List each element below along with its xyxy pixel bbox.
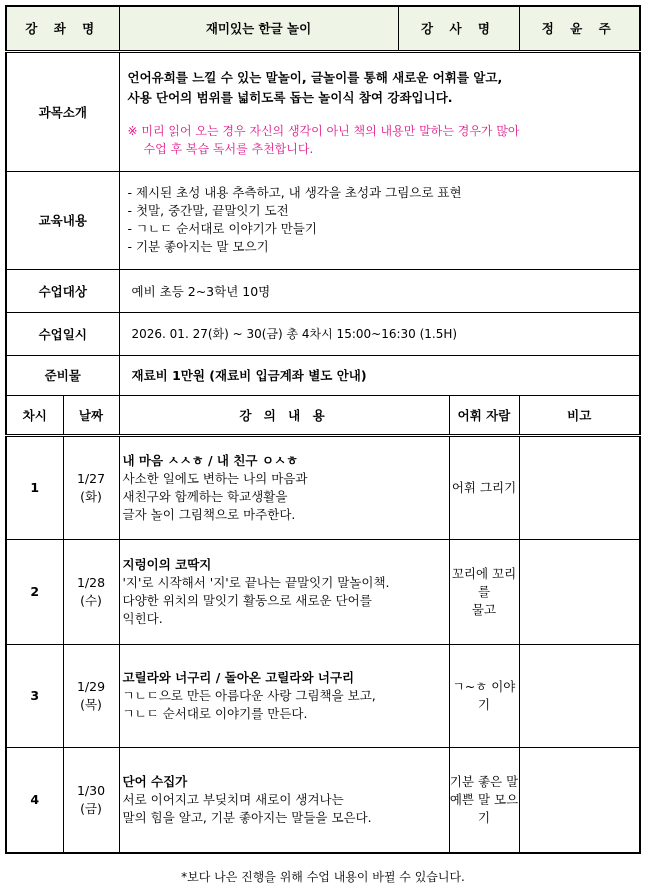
session-row xyxy=(6,435,640,539)
schedule-label: 수업일시 xyxy=(6,312,119,355)
session-vocab: ㄱ~ㅎ 이야기 xyxy=(449,644,519,747)
content-item: - 제시된 초성 내용 추측하고, 내 생각을 초성과 그림으로 표현 xyxy=(127,185,462,200)
session-number: 3 xyxy=(6,644,63,747)
session-content: 내 마음 ㅅㅅㅎ / 내 친구 ㅇㅅㅎ 사소한 일에도 변하는 나의 마음과 새친구와 함께하는 학교생활을 글자 놀이 그림책으로 마주한다. xyxy=(119,435,449,539)
teacher-name: 정 윤 주 xyxy=(519,6,640,51)
teacher-label: 강 사 명 xyxy=(398,6,519,51)
session-date: 1/30 (금) xyxy=(63,747,119,853)
session-date: 1/28 (수) xyxy=(63,539,119,644)
footer-note: *보다 나은 진행을 위해 수업 내용이 바뀔 수 있습니다. xyxy=(181,870,465,884)
session-date: 1/29 (목) xyxy=(63,644,119,747)
session-vocab: 어휘 그리기 xyxy=(449,435,519,539)
target-label: 수업대상 xyxy=(6,269,119,312)
intro-label: 과목소개 xyxy=(6,51,119,171)
column-date: 날짜 xyxy=(63,395,119,435)
session-content: 단어 수집가 서로 이어지고 부딪치며 새로이 생겨나는 말의 힘을 알고, 기분 좋아지는 말들을 모은다. xyxy=(119,747,449,853)
course-name-label: 강 좌 명 xyxy=(6,6,119,51)
course-table xyxy=(5,5,641,854)
supplies-label: 준비물 xyxy=(6,355,119,395)
session-number: 4 xyxy=(6,747,63,853)
session-row xyxy=(6,539,640,644)
course-name: 재미있는 한글 놀이 xyxy=(119,6,398,51)
supplies-value: 재료비 1만원 (재료비 입금계좌 별도 안내) xyxy=(119,355,640,395)
content-item: - 기분 좋아지는 말 모으기 xyxy=(127,239,269,254)
session-title: 단어 수집가 xyxy=(122,773,188,789)
intro-line-2: 사용 단어의 범위를 넓히도록 돕는 놀이식 참여 강좌입니다. xyxy=(127,89,453,105)
column-session: 차시 xyxy=(6,395,63,435)
session-content: 고릴라와 너구리 / 돌아온 고릴라와 너구리 ㄱㄴㄷ으로 만든 아름다운 사랑 그림책을 보고, ㄱㄴㄷ 순서대로 이야기를 만든다. xyxy=(119,644,449,747)
session-title: 지렁이의 코딱지 xyxy=(122,556,212,572)
session-remarks xyxy=(519,747,640,853)
session-remarks xyxy=(519,644,640,747)
session-title: 고릴라와 너구리 / 돌아온 고릴라와 너구리 xyxy=(122,669,355,685)
target-value: 예비 초등 2~3학년 10명 xyxy=(119,269,640,312)
content-label: 교육내용 xyxy=(6,171,119,269)
content-item: - 첫말, 중간말, 끝말잇기 도전 xyxy=(127,203,289,218)
session-number: 1 xyxy=(6,435,63,539)
session-content: 지렁이의 코딱지 '지'로 시작해서 '지'로 끝나는 끝말잇기 말놀이책. 다양한 위치의 말잇기 활동으로 새로운 단어를 익힌다. xyxy=(119,539,449,644)
session-remarks xyxy=(519,435,640,539)
session-row xyxy=(6,644,640,747)
column-content: 강 의 내 용 xyxy=(119,395,449,435)
intro-note-1: ※ 미리 읽어 오는 경우 자신의 생각이 아닌 책의 내용만 말하는 경우가 많아 xyxy=(127,123,520,138)
column-vocab: 어휘 자람 xyxy=(449,395,519,435)
content-cell xyxy=(119,171,640,269)
session-row xyxy=(6,747,640,853)
session-vocab: 꼬리에 꼬리를 물고 xyxy=(449,539,519,644)
schedule-value: 2026. 01. 27(화) ~ 30(금) 총 4차시 15:00~16:30 (1.5H) xyxy=(119,312,640,355)
intro-note-2: 수업 후 복습 독서를 추천합니다. xyxy=(143,141,314,156)
session-date: 1/27 (화) xyxy=(63,435,119,539)
session-title: 내 마음 ㅅㅅㅎ / 내 친구 ㅇㅅㅎ xyxy=(122,452,299,468)
intro-cell xyxy=(119,51,640,171)
session-number: 2 xyxy=(6,539,63,644)
content-item: - ㄱㄴㄷ 순서대로 이야기가 만들기 xyxy=(127,221,317,236)
session-vocab: 기분 좋은 말 예쁜 말 모으기 xyxy=(449,747,519,853)
session-remarks xyxy=(519,539,640,644)
column-remarks: 비고 xyxy=(519,395,640,435)
intro-line-1: 언어유희를 느낄 수 있는 말놀이, 글놀이를 통해 새로운 어휘를 알고, xyxy=(127,69,503,85)
